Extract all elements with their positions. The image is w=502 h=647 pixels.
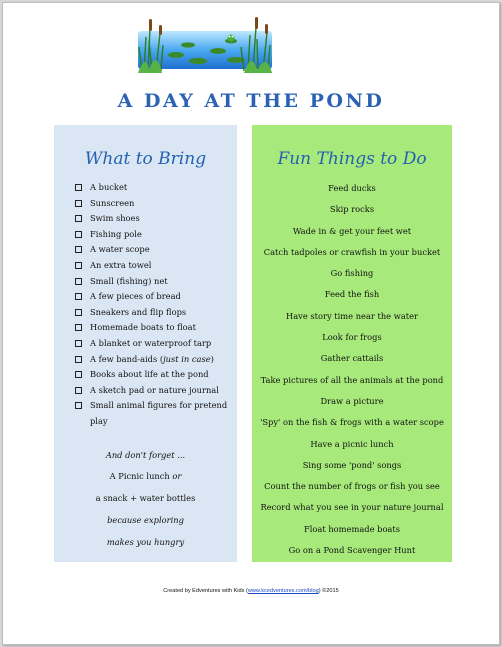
list-item: Have a picnic lunch — [310, 438, 394, 449]
checkbox-icon — [75, 200, 82, 207]
list-item: Sing some 'pond' songs — [302, 459, 402, 470]
list-item: Small animal figures for pretend play — [75, 398, 231, 429]
fun-things-heading: Fun Things to Do — [277, 149, 427, 169]
checkbox-icon — [75, 278, 82, 285]
checkbox-icon — [75, 293, 82, 300]
checkbox-icon — [75, 324, 82, 331]
list-item: Swim shoes — [75, 211, 231, 227]
checkbox-icon — [75, 231, 82, 238]
checkbox-icon — [75, 184, 82, 191]
list-item: Take pictures of all the animals at the pond — [260, 374, 444, 385]
pond-illustration — [136, 11, 274, 79]
checkbox-icon — [75, 215, 82, 222]
list-item: 'Spy' on the fish & frogs with a water scope — [260, 417, 444, 428]
list-item: Homemade boats to float — [75, 320, 231, 336]
list-item: Wade in & get your feet wet — [292, 225, 412, 236]
list-item: An extra towel — [75, 258, 231, 274]
list-item: Skip rocks — [329, 204, 375, 215]
page-title: A DAY AT THE POND — [117, 90, 385, 112]
list-item: Small (fishing) net — [75, 274, 231, 290]
dont-forget-line: makes you hungry — [106, 536, 185, 547]
dont-forget-line: A Picnic lunch or — [109, 471, 182, 482]
list-item: Catch tadpoles or crawfish in your bucket — [263, 246, 441, 257]
list-item: Sunscreen — [75, 196, 231, 212]
list-item: A few band-aids (just in case) — [75, 352, 231, 368]
list-item: Have story time near the water — [286, 310, 418, 321]
list-item: A bucket — [75, 180, 231, 196]
checkbox-icon — [75, 402, 82, 409]
checkbox-icon — [75, 246, 82, 253]
list-item: A few pieces of bread — [75, 289, 231, 305]
list-item: Feed the fish — [324, 289, 380, 300]
fun-list — [252, 178, 452, 561]
what-to-bring-heading: What to Bring — [84, 149, 207, 169]
what-to-bring-panel — [54, 125, 237, 562]
list-item: A blanket or waterproof tarp — [75, 336, 231, 352]
list-item: Sneakers and flip flops — [75, 305, 231, 321]
list-item: Go fishing — [330, 268, 374, 279]
dont-forget-note — [54, 445, 237, 554]
list-item: Look for frogs — [322, 332, 382, 343]
checkbox-icon — [75, 262, 82, 269]
dont-forget-line: a snack + water bottles — [95, 493, 196, 504]
list-item: Record what you see in your nature journal — [260, 502, 444, 513]
list-item: Go on a Pond Scavenger Hunt — [288, 545, 416, 556]
list-item: Fishing pole — [75, 227, 231, 243]
list-item: Draw a picture — [320, 395, 384, 406]
list-item: A sketch pad or nature journal — [75, 383, 231, 399]
list-item: Count the number of frogs or fish you see — [264, 481, 440, 492]
checkbox-icon — [75, 371, 82, 378]
page — [2, 2, 500, 645]
dont-forget-line: because exploring — [107, 514, 184, 525]
list-item: Books about life at the pond — [75, 367, 231, 383]
footer-link[interactable]: www.kcedventures.com/blog — [247, 588, 319, 594]
checkbox-icon — [75, 387, 82, 394]
fun-things-panel — [252, 125, 452, 562]
list-item: Feed ducks — [328, 183, 376, 193]
checkbox-icon — [75, 309, 82, 316]
list-item: Float homemade boats — [304, 523, 400, 534]
bring-list — [54, 180, 237, 430]
checkbox-icon — [75, 356, 82, 363]
list-item: Gather cattails — [320, 353, 384, 364]
checkbox-icon — [75, 340, 82, 347]
dont-forget-line: And don't forget ... — [105, 449, 186, 460]
footer-credit: Created by Edventures with Kids (www.kcedventures.com/blog) ©2015 — [163, 588, 339, 594]
list-item: A water scope — [75, 242, 231, 258]
